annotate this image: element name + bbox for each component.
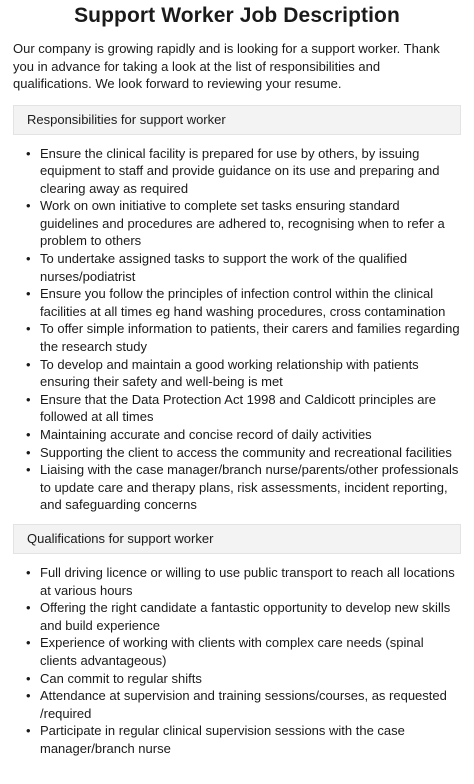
list-item: • Maintaining accurate and concise record of daily activities [26, 427, 372, 442]
bullet-icon: • [26, 723, 31, 739]
qualifications-list [13, 554, 461, 758]
bullet-icon: • [26, 635, 31, 651]
bullet-icon: • [26, 321, 31, 337]
list-item: • Ensure you follow the principles of infection control within the clinical facilities at all times eg hand washing procedures, cross contamination [26, 286, 446, 319]
bullet-icon: • [26, 286, 31, 302]
bullet-icon: • [26, 356, 31, 372]
list-item: • Experience of working with clients with complex care needs (spinal clients advantageous) [26, 635, 424, 668]
list-item: • Supporting the client to access the community and recreational facilities [26, 444, 452, 460]
list-item: • Full driving licence or willing to use public transport to reach all locations at various hours [26, 564, 455, 598]
bullet-icon: • [26, 427, 31, 442]
intro-paragraph: Our company is growing rapidly and is looking for a support worker. Thank you in advance for taking a look at the list of responsibilities and qualifications. We look forward to reviewing your resume. [13, 41, 440, 91]
bullet-icon: • [26, 145, 31, 161]
list-item: • To develop and maintain a good working relationship with patients ensuring their safety and well-being is met [26, 356, 419, 390]
bullet-icon: • [26, 444, 31, 460]
list-item: • Liaising with the case manager/branch nurse/parents/other professionals to update care and therapy plans, risk assessments, incident reporting, and safeguarding concerns [26, 462, 459, 513]
list-item: • Work on own initiative to complete set tasks ensuring standard guidelines and procedures are adhered to, recognising when to refer a problem to others [26, 198, 445, 249]
list-item: • Participate in regular clinical supervision sessions with the case manager/branch nurse [26, 723, 405, 756]
list-item: • Ensure the clinical facility is prepared for use by others, by issuing equipment to staff and provide guidance on its use and preparing and clearing away as required [26, 145, 440, 196]
bullet-icon: • [26, 564, 31, 580]
bullet-icon: • [26, 391, 31, 407]
bullet-icon: • [26, 198, 31, 214]
responsibilities-list [13, 135, 461, 514]
list-item: • Attendance at supervision and training sessions/courses, as requested /required [26, 688, 447, 721]
page-title: Support Worker Job Description [74, 4, 400, 27]
bullet-icon: • [26, 251, 31, 267]
bullet-icon: • [26, 688, 31, 704]
list-item: • Offering the right candidate a fantastic opportunity to develop new skills and build experience [26, 600, 451, 633]
bullet-icon: • [26, 670, 31, 686]
list-item: • Can commit to regular shifts [26, 670, 202, 686]
bullet-icon: • [26, 600, 31, 616]
qualifications-heading: Qualifications for support worker [13, 524, 461, 554]
list-item: • To offer simple information to patients, their carers and families regarding the research study [26, 321, 460, 355]
bullet-icon: • [26, 462, 31, 478]
list-item: • To undertake assigned tasks to support the work of the qualified nurses/podiatrist [26, 251, 408, 284]
list-item: • Ensure that the Data Protection Act 1998 and Caldicott principles are followed at all times [26, 391, 437, 425]
responsibilities-heading: Responsibilities for support worker [13, 105, 461, 135]
